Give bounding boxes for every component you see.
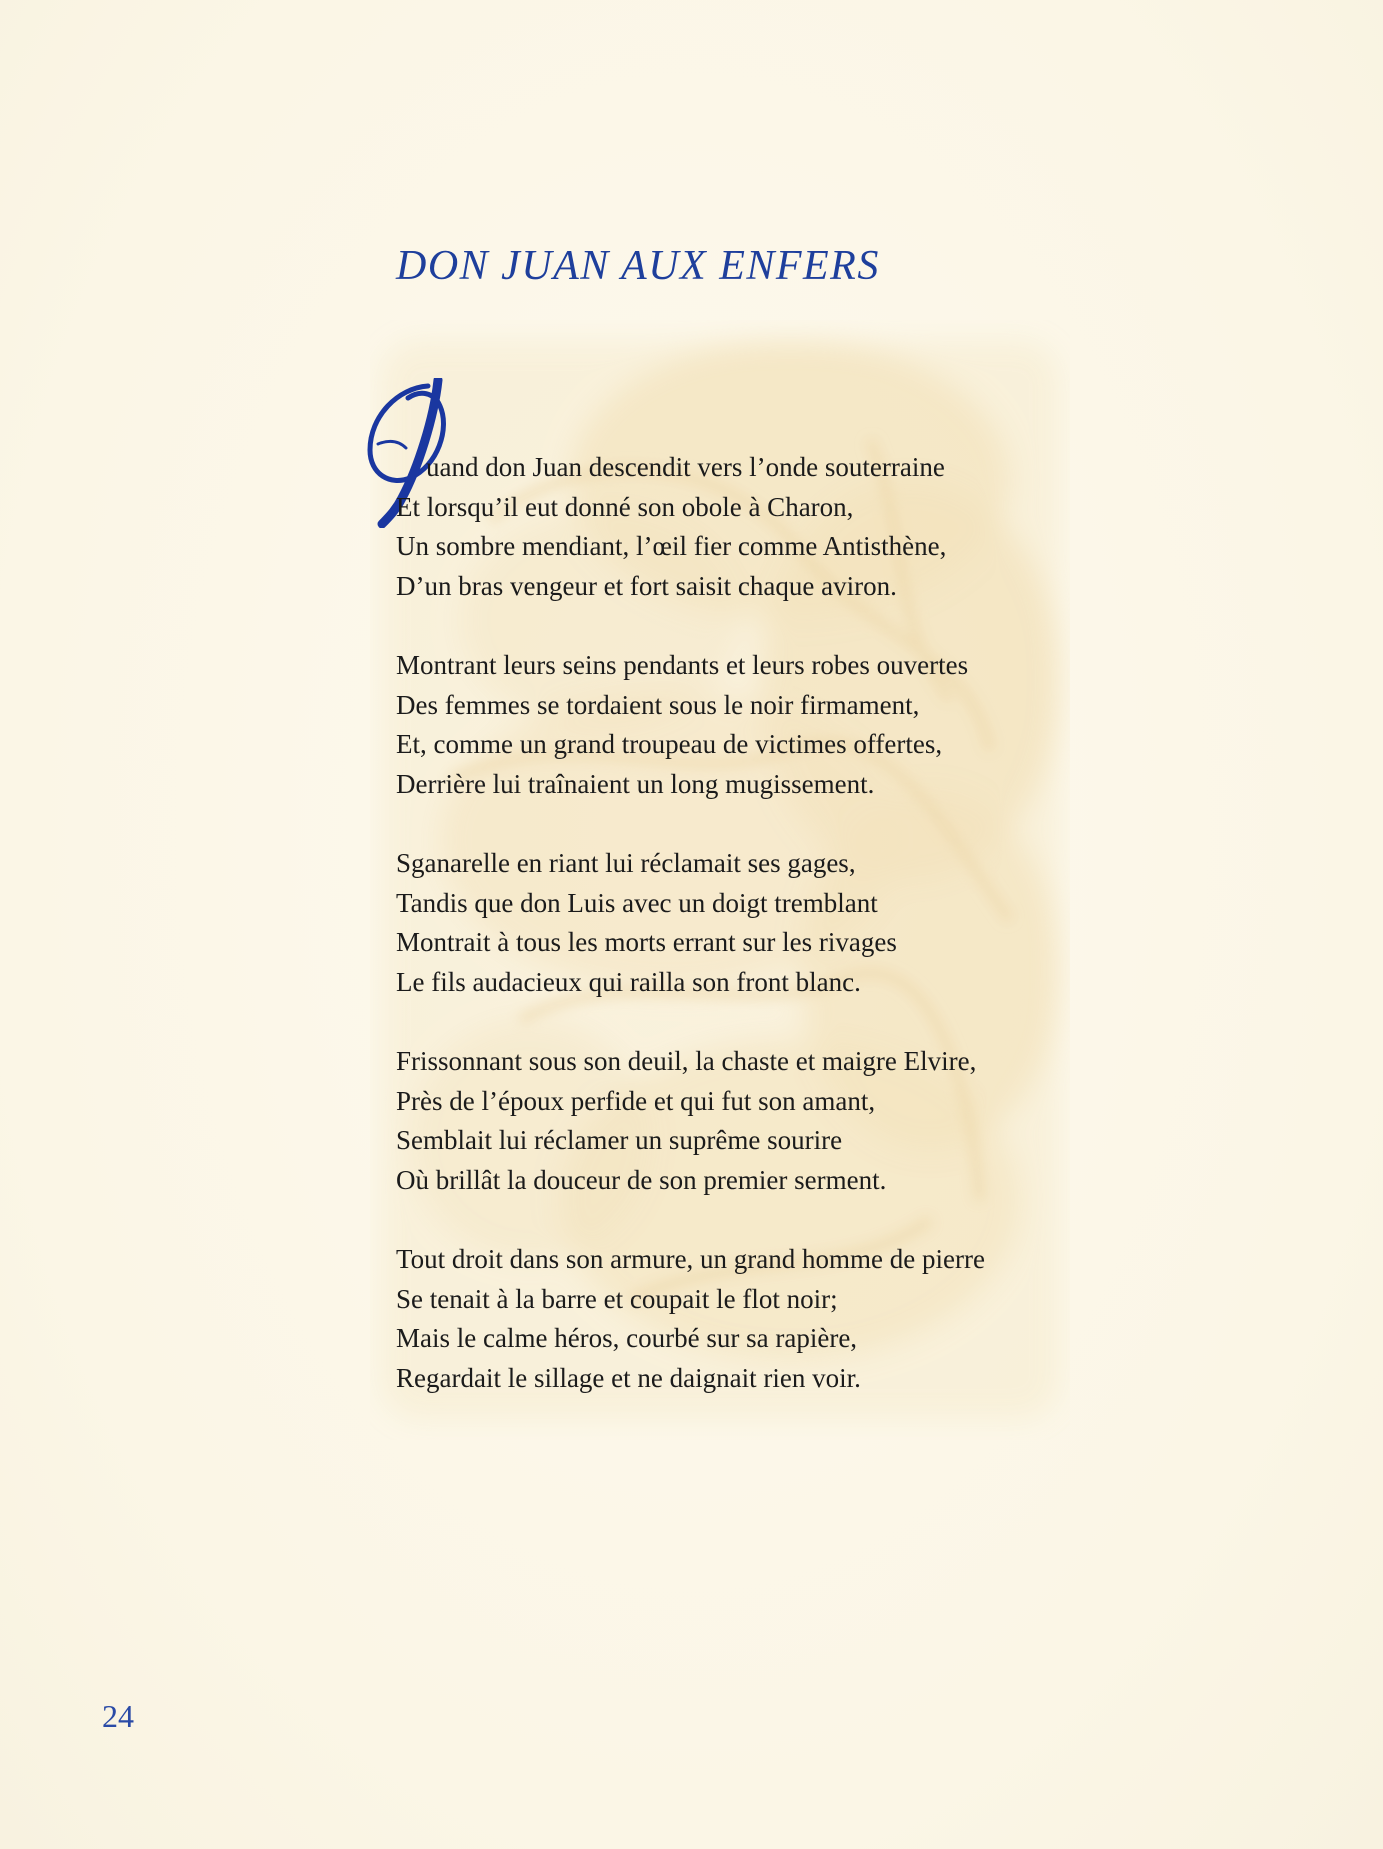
page-number: 24 bbox=[102, 1698, 134, 1734]
poem-line: uand don Juan descendit vers l’onde souterraine bbox=[426, 452, 945, 482]
poem-line: Et lorsqu’il eut donné son obole à Charon, bbox=[396, 491, 854, 522]
poem-line: Regardait le sillage et ne daignait rien voir. bbox=[396, 1362, 861, 1393]
poem-line: Et, comme un grand troupeau de victimes offertes, bbox=[396, 729, 943, 759]
poem-line: Montrait à tous les morts errant sur les rivages bbox=[396, 927, 897, 957]
stanza bbox=[396, 646, 1096, 804]
stanza bbox=[396, 1240, 1096, 1398]
stanza bbox=[396, 844, 1096, 1002]
stanza bbox=[396, 448, 1096, 606]
poem-line: Un sombre mendiant, l’œil fier comme Antisthène, bbox=[396, 531, 947, 561]
poem-title: DON JUAN AUX ENFERS bbox=[396, 243, 880, 289]
poem-line: Montrant leurs seins pendants et leurs robes ouvertes bbox=[396, 650, 969, 680]
poem-line: Près de l’époux perfide et qui fut son amant, bbox=[396, 1085, 876, 1116]
poem-line: Semblait lui réclamer un suprême sourire bbox=[396, 1125, 843, 1155]
poem-line: Des femmes se tordaient sous le noir firmament, bbox=[396, 689, 920, 720]
poem-line: Où brillât la douceur de son premier serment. bbox=[396, 1164, 887, 1195]
stanza bbox=[396, 1042, 1096, 1200]
poem-line: Se tenait à la barre et coupait le flot noir; bbox=[396, 1283, 838, 1314]
poem-body bbox=[396, 448, 1096, 1438]
poem-line: Derrière lui traînaient un long mugissement. bbox=[396, 768, 875, 799]
poem-line: Mais le calme héros, courbé sur sa rapière, bbox=[396, 1323, 858, 1353]
poem-line: Le fils audacieux qui railla son front blanc. bbox=[396, 966, 861, 997]
poem-line: Sganarelle en riant lui réclamait ses gages, bbox=[396, 848, 856, 878]
poem-line: Tandis que don Luis avec un doigt tremblant bbox=[396, 887, 878, 918]
poem-line: Tout droit dans son armure, un grand homme de pierre bbox=[396, 1244, 985, 1274]
poem-line: Frissonnant sous son deuil, la chaste et maigre Elvire, bbox=[396, 1046, 977, 1076]
poem-line: D’un bras vengeur et fort saisit chaque aviron. bbox=[396, 570, 897, 601]
